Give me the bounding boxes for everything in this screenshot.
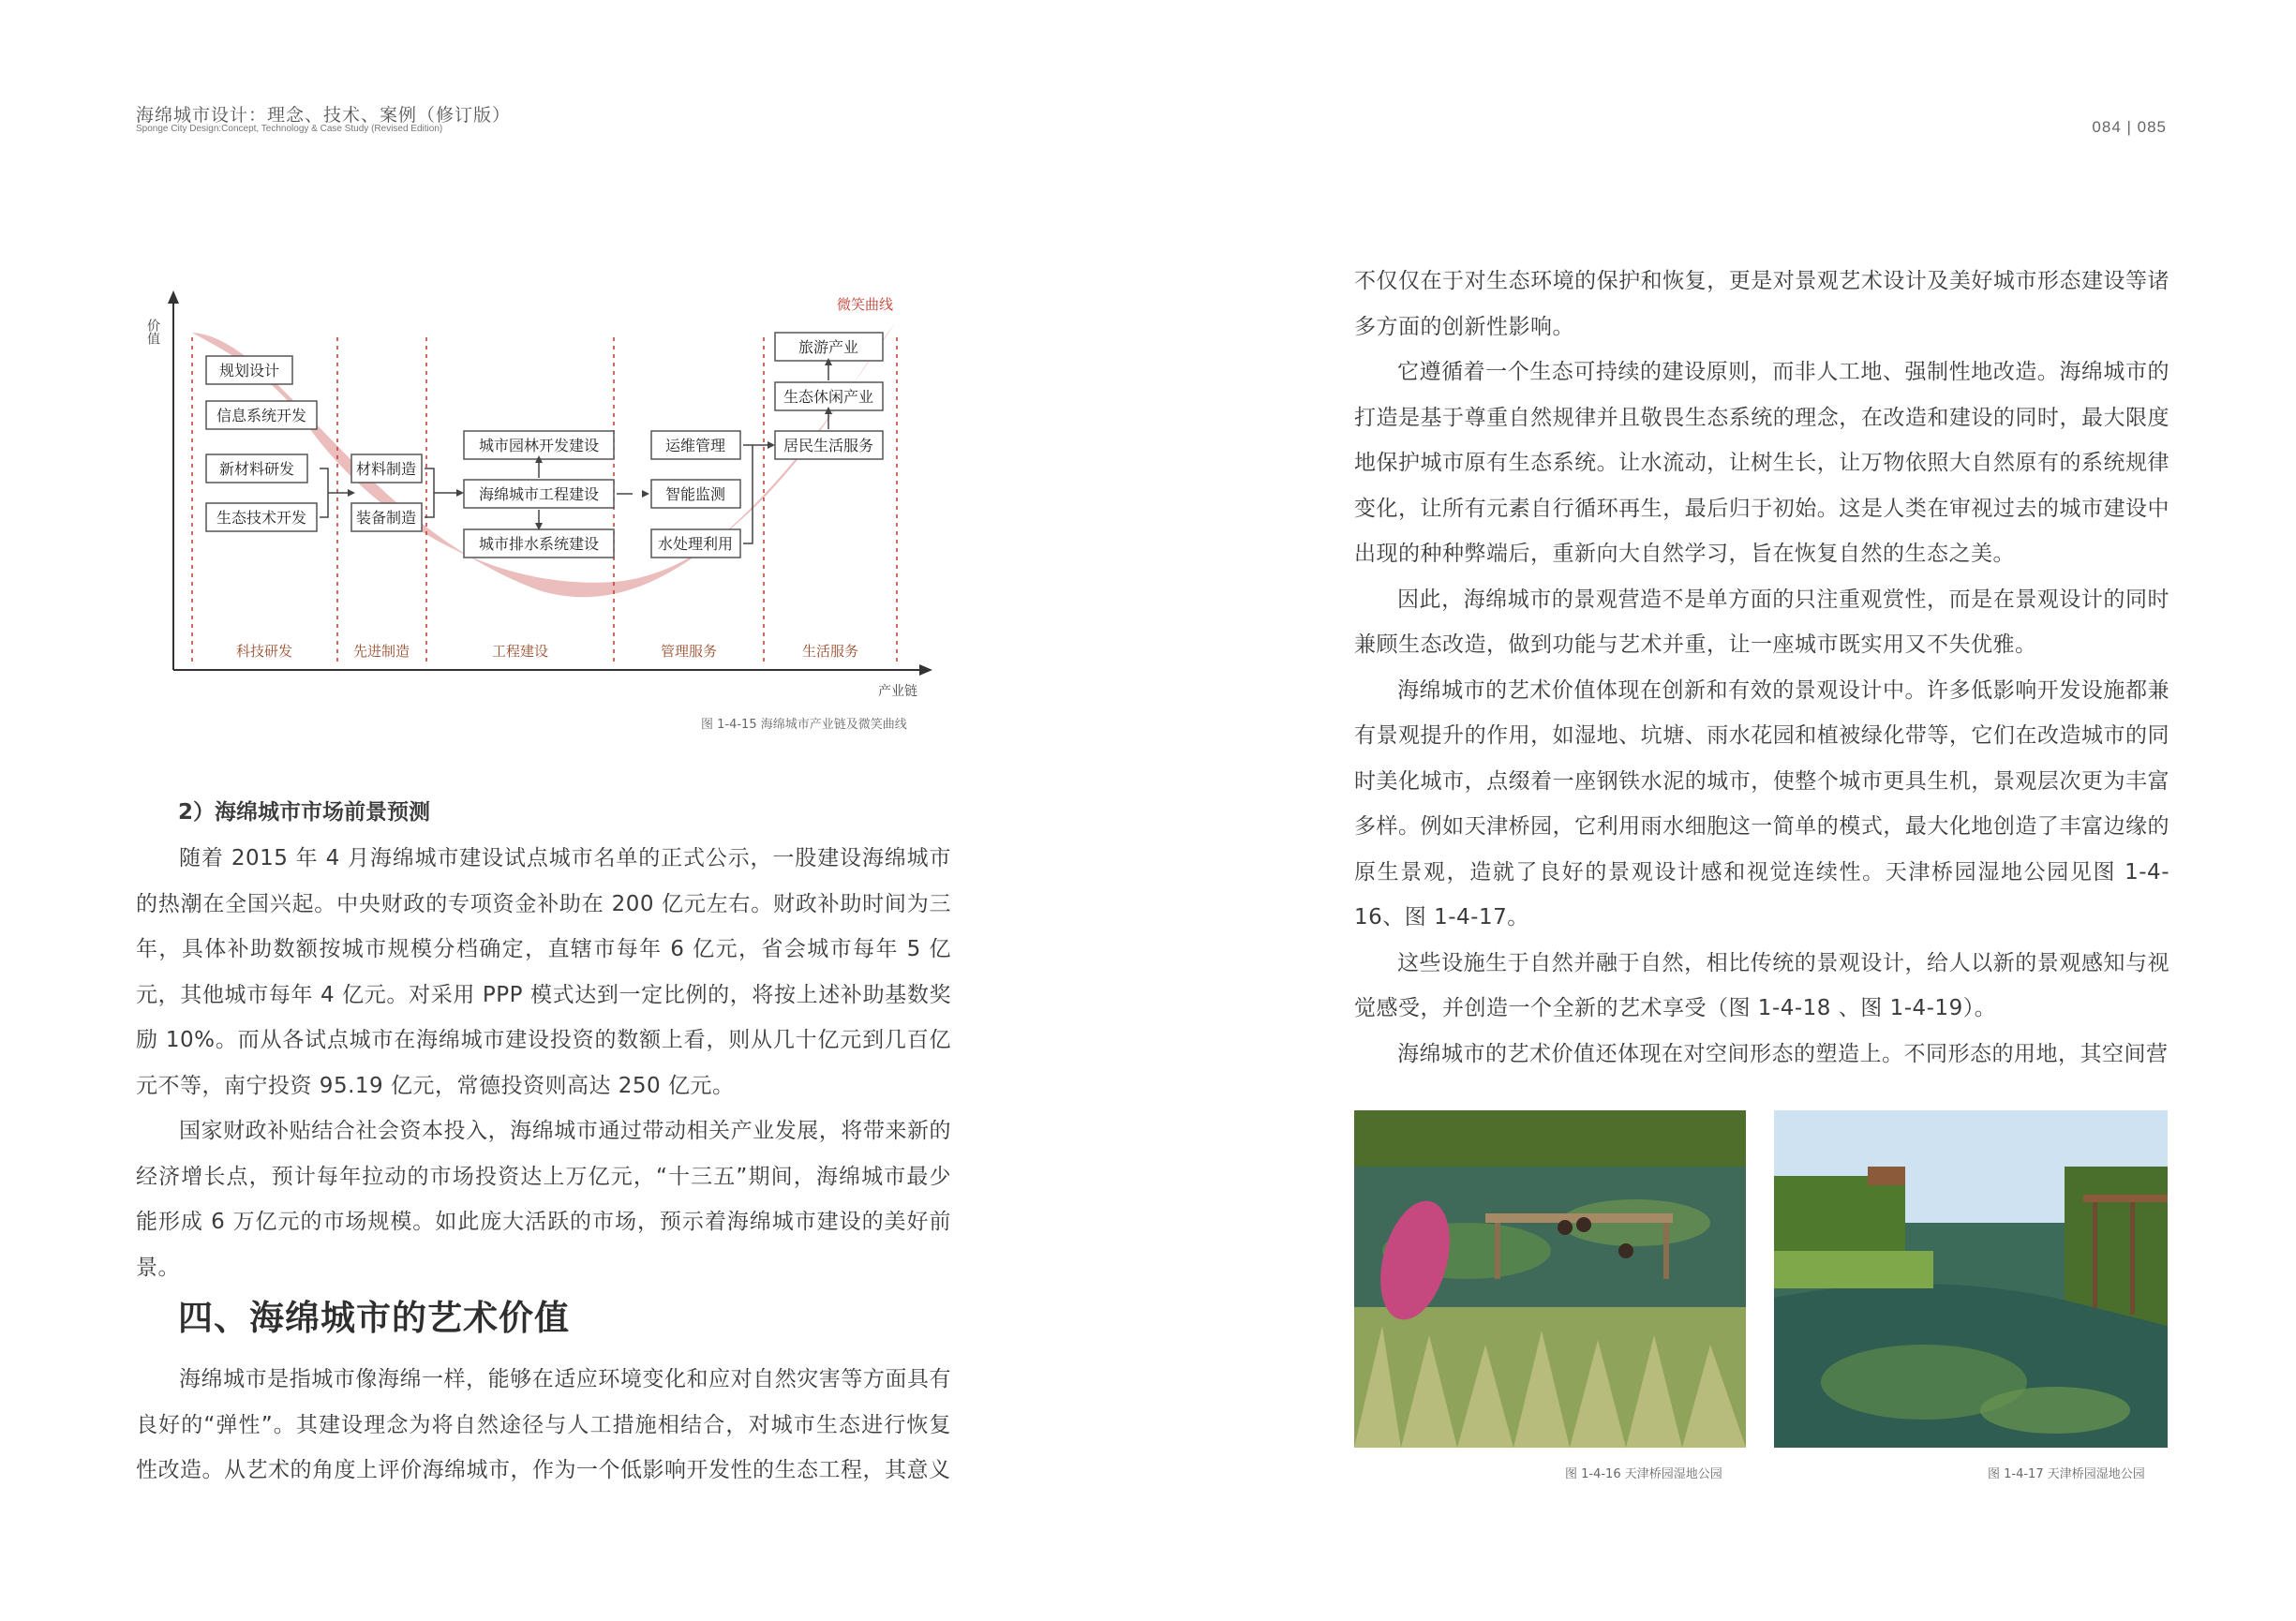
- photo2-caption: 图 1-4-17 天津桥园湿地公园: [1988, 1467, 2145, 1481]
- chart-box: 旅游产业: [798, 338, 859, 356]
- paragraph: 因此，海绵城市的景观营造不是单方面的只注重观赏性，而是在景观设计的同时兼顾生态改造，做到功能与艺术并重，让一座城市既实用又不失优雅。: [1354, 587, 2169, 657]
- chart-box: 装备制造: [355, 509, 417, 527]
- section-title: 四、海绵城市的艺术价值: [178, 1298, 570, 1338]
- chart-caption: 图 1-4-15 海绵城市产业链及微笑曲线: [701, 718, 907, 732]
- stage-label: 工程建设: [491, 643, 549, 660]
- paragraph: 它遵循着一个生态可持续的建设原则，而非人工地、强制性地改造。海绵城市的打造是基于尊重自然规律并且敬畏生态系统的理念，在改造和建设的同时，最大限度地保护城市原有生态系统。让水流动，让树生长，让万物依照大自然原有的系统规律变化，让所有元素自行循环再生，最后归于初始。这是人类在审视过去的城市建设中出现的种种弊端后，重新向大自然学习，旨在恢复自然的生态之美。: [1354, 360, 2169, 566]
- chart-box: 规划设计: [218, 362, 280, 379]
- x-axis-label: 产业链: [878, 684, 917, 699]
- wetland-photo-1: [1354, 1110, 1746, 1448]
- stage-label: 生活服务: [801, 643, 859, 660]
- chart-box: 城市排水系统建设: [478, 535, 600, 553]
- paragraph: 这些设施生于自然并融于自然，相比传统的景观设计，给人以新的景观感知与视觉感受，并创造一个全新的艺术享受（图 1-4-18 、图 1-4-19）。: [1354, 950, 2169, 1020]
- wetland-photo-2: [1774, 1110, 2168, 1448]
- chart-box: 新材料研发: [218, 460, 295, 478]
- photo1-caption: 图 1-4-16 天津桥园湿地公园: [1565, 1467, 1722, 1481]
- chart-box: 智能监测: [664, 485, 726, 503]
- smile-curve-figure: [136, 281, 961, 703]
- paragraph: 海绵城市的艺术价值体现在创新和有效的景观设计中。许多低影响开发设施都兼有景观提升的作用，如湿地、坑塘、雨水花园和植被绿化带等，它们在改造城市的同时美化城市，点缀着一座钢铁水泥的城市，使整个城市更具生机，景观层次更为丰富多样。例如天津桥园，它利用雨水细胞这一简单的模式，最大化地创造了丰富边缘的原生景观，造就了良好的景观设计感和视觉连续性。天津桥园湿地公园见图 1-4-16、图 1-4-17。: [1354, 677, 2169, 929]
- curve-label: 微笑曲线: [837, 296, 894, 313]
- left-section-text: [136, 1357, 951, 1494]
- chart-box: 海绵城市工程建设: [478, 485, 600, 503]
- stage-label: 先进制造: [352, 643, 410, 660]
- page-numbers: 084 | 085: [2092, 118, 2167, 136]
- subsection-heading: 2）海绵城市市场前景预测: [178, 800, 431, 825]
- chart-box: 生态技术开发: [216, 509, 307, 527]
- paragraph: 国家财政补贴结合社会资本投入，海绵城市通过带动相关产业发展，将带来新的经济增长点，预计每年拉动的市场投资达上万亿元，“十三五”期间，海绵城市最少能形成 6 万亿元的市场规模。如此庞大活跃的市场，预示着海绵城市建设的美好前景。: [136, 1119, 951, 1280]
- paragraph: 不仅仅在于对生态环境的保护和恢复，更是对景观艺术设计及美好城市形态建设等诸多方面的创新性影响。: [1354, 269, 2169, 339]
- chart-box: 材料制造: [355, 460, 417, 478]
- chart-box: 运维管理: [664, 437, 726, 454]
- left-body-text: [136, 836, 951, 1290]
- book-subtitle: Sponge City Design:Concept, Technology & Case Study (Revised Edition): [136, 124, 443, 134]
- paragraph: 随着 2015 年 4 月海绵城市建设试点城市名单的正式公示，一股建设海绵城市的热潮在全国兴起。中央财政的专项资金补助在 200 亿元左右。财政补助时间为三年，具体补助数额按城市规模分档确定，直辖市每年 6 亿元，省会城市每年 5 亿元，其他城市每年 4 亿元。对采用 PPP 模式达到一定比例的，将按上述补助基数奖励 10%。而从各试点城市在海绵城市建设投资的数额上看，则从几十亿元到几百亿元不等，南宁投资 95.19 亿元，常德投资则高达 250 亿元。: [136, 846, 951, 1098]
- stage-label: 科技研发: [235, 643, 293, 660]
- chart-box: 水处理利用: [657, 535, 734, 553]
- chart-box: 信息系统开发: [216, 407, 307, 424]
- book-title: 海绵城市设计：理念、技术、案例（修订版）: [136, 105, 512, 126]
- chart-box: 居民生活服务: [783, 437, 874, 454]
- right-body-text: [1354, 259, 2169, 1077]
- paragraph: 海绵城市的艺术价值还体现在对空间形态的塑造上。不同形态的用地，其空间营: [1397, 1041, 2169, 1066]
- paragraph: 海绵城市是指城市像海绵一样，能够在适应环境变化和应对自然灾害等方面具有良好的“弹性”。其建设理念为将自然途径与人工措施相结合，对城市生态进行恢复性改造。从艺术的角度上评价海绵城市，作为一个低影响开发性的生态工程，其意义: [136, 1367, 951, 1482]
- chart-box: 生态休闲产业: [783, 388, 874, 406]
- stage-label: 管理服务: [660, 643, 718, 660]
- y-axis-label: 价值: [145, 319, 160, 345]
- chart-box: 城市园林开发建设: [478, 437, 600, 454]
